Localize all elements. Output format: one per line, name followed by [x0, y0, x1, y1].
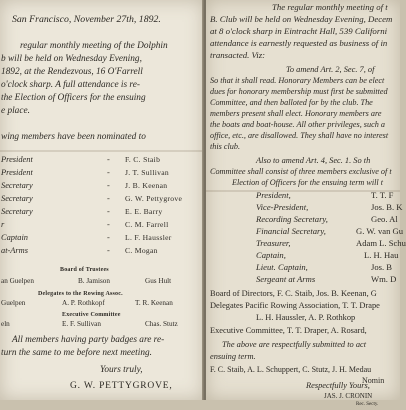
paper-fold — [0, 150, 204, 152]
secretary-title: Rec. Secty. — [356, 402, 379, 407]
trustee-name: Gus Hult — [145, 277, 172, 285]
body-line: regular monthly meeting of the Dolphin — [20, 41, 168, 51]
body-line: To amend Art. 2, Sec. 7, of — [286, 65, 375, 74]
body-line: the boats and boat-house. All other privileges, such a — [210, 120, 385, 129]
body-line: transacted. Viz: — [210, 50, 266, 60]
body-line: So that it shall read. Honorary Members can be elect — [210, 76, 385, 85]
closing-line: All members having party badges are re- — [12, 335, 165, 345]
delegate-name: Guelpen — [1, 299, 26, 307]
body-line: o'clock sharp. A full attendance is re- — [1, 80, 140, 90]
delegates-heading: Delegates to the Rowing Assoc. — [38, 291, 123, 297]
body-line: this club. — [210, 142, 241, 151]
signature: G. W. PETTYGROVE, — [70, 381, 173, 391]
body-line: attendance is earnestly requested as business of in — [210, 38, 388, 48]
board-line: Executive Committee, T. T. Draper, A. Rosard, — [210, 326, 367, 335]
body-line: Also to amend Art. 4, Sec. 1. So th — [256, 156, 371, 165]
body-line: ensuing term. — [210, 352, 256, 361]
yours-truly: Yours truly, — [100, 365, 143, 375]
delegate-name: A. P. Rothkopf — [62, 299, 105, 307]
executive-name: Chas. Stutz — [145, 320, 178, 328]
dateline: San Francisco, November 27th, 1892. — [12, 14, 161, 25]
executive-heading: Executive Committee — [62, 312, 121, 318]
body-line: 1892, at the Rendezvous, 16 O'Farrell — [1, 67, 143, 77]
trustee-name: B. Jamison — [78, 277, 110, 285]
body-line: The regular monthly meeting of t — [272, 2, 388, 12]
board-line: Board of Directors, F. C. Staib, Jos. B. Keenan, G — [210, 289, 377, 298]
delegate-name: T. R. Keenan — [135, 299, 173, 307]
right-letter: The regular monthly meeting of t B. Club will be held on Wednesday Evening, Decem at 8 o'clock sharp in Eintracht Hall, 539 Californi attendance is earnestly requested as business of in transacted. Viz: To amend Art. 2, Sec. 7, of So that it shall read. Honorary Members can be elect dues for honorary membership must first be submitted Committee, and then balloted for by the club. The members present shall elect. Honorary members are the boats and boat-house. All other privileges, such a office, etc., are disallowed. They shall have no interest this club. Also to amend Art. 4, Sec. 1. So th Committee shall consist of three members exclusive of t Election of Officers for the ensuing term will t President, T. T. F Vice-President, Jos. B. K Recording Secretary, Geo. Al Financial Secretary, G. W. van Gu Treasurer, Adam L. Schu Captain, L. H. Hau Lieut. Captain, Jos. B Sergeant at Arms Wm. D Board of Directors, F. C. Staib, Jos. B. Keenan, G Delegates Pacific Rowing Association, T. T. Drape L. H. Haussler, A. P. Rothkop Executive Committee, T. T. Draper, A. Rosard, The above are respectfully submitted to act ensuing term. F. C. Staib, A. L. Schuppert, C. Stutz, J. H. Medau Nomin Respectfully Yours, JAS. J. CRONIN Rec. Secty. — [206, 0, 400, 400]
nominating-committee: Nomin — [362, 376, 385, 385]
body-line: e place. — [1, 106, 30, 116]
respectfully-yours: Respectfully Yours, — [306, 381, 370, 390]
body-line: The above are respectfully submitted to act — [222, 340, 367, 349]
body-line: Committee, and then balloted for by the club. The — [210, 98, 373, 107]
closing-line: turn the same to me before next meeting. — [1, 348, 152, 358]
body-line: members present shall elect. Honorary members are — [210, 109, 382, 118]
body-line: at 8 o'clock sharp in Eintracht Hall, 539 Californi — [210, 26, 388, 36]
body-line: Election of Officers for the ensuing term will t — [232, 178, 383, 187]
board-line: Delegates Pacific Rowing Association, T. T. Drape — [210, 301, 380, 310]
body-line: office, etc., are disallowed. They shall have no interest — [210, 131, 389, 140]
trustee-name: an Guelpen — [1, 277, 34, 285]
body-line: Committee shall consist of three members exclusive of t — [210, 167, 392, 176]
secretary-name: JAS. J. CRONIN — [324, 392, 373, 400]
executive-name: E. F. Sullivan — [62, 320, 101, 328]
nominees-line: F. C. Staib, A. L. Schuppert, C. Stutz, J. H. Medau — [210, 365, 372, 374]
body-line: the Election of Officers for the ensuing — [1, 93, 146, 103]
body-line: B. Club will be held on Wednesday Evening, Decem — [210, 14, 393, 24]
body-line: b will be held on Wednesday Evening, — [1, 54, 142, 64]
executive-name: eln — [1, 320, 10, 328]
body-line: dues for honorary membership must first be submitted — [210, 87, 388, 96]
trustees-heading: Board of Trustees — [60, 267, 109, 273]
left-letter: San Francisco, November 27th, 1892. regular monthly meeting of the Dolphin b will be held on Wednesday Evening, 1892, at the Rendezvous, 16 O'Farrell o'clock sharp. A full attendance is re- the Election of Officers for the ensuing e place. wing members have been nominated to President - F. C. Staib President - J. T. Sullivan Secretary - J. B. Keenan Secretary - G. W. Pettygrove Secretary - E. E. Barry r - C. M. Farrell Captain - L. F. Haussler at-Arms - C. Mogan Board of Trustees an Guelpen B. Jamison Gus Hult Delegates to the Rowing Assoc. Guelpen A. P. Rothkopf T. R. Keenan Executive Committee eln E. F. Sullivan Chas. Stutz All members having party badges are re- turn the same to me before next meeting. Yours truly, G. W. PETTYGROVE, — [0, 0, 204, 400]
nominated-line: wing members have been nominated to — [1, 132, 146, 142]
board-line: L. H. Haussler, A. P. Rothkop — [256, 313, 356, 322]
